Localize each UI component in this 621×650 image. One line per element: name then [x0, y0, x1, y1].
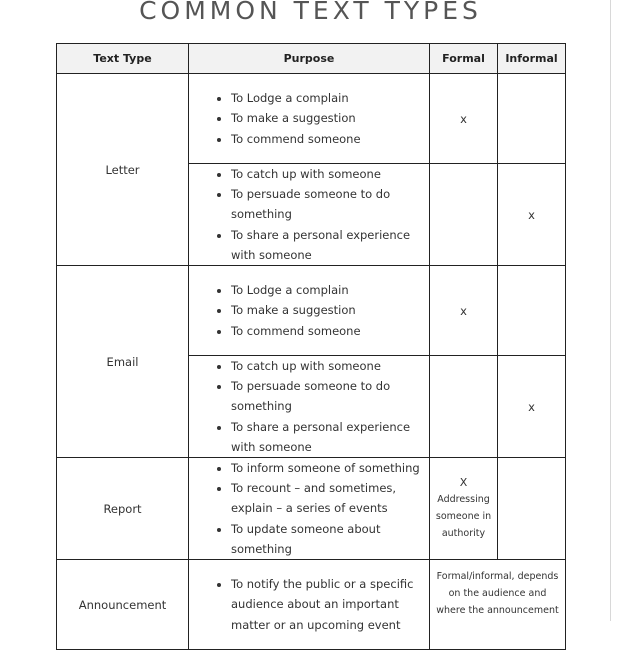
list-item: • To notify the public or a specific audience about an important matter or an upcoming event	[231, 574, 429, 635]
letter-informal-mark: x	[498, 164, 566, 266]
email-informal-empty-cell	[430, 356, 498, 458]
letter-formal-empty-cell	[498, 74, 566, 164]
header-formal: Formal	[430, 44, 498, 74]
email-informal-purpose-cell	[189, 356, 430, 458]
report-formal-note: Addressing someone in authority	[435, 494, 492, 540]
email-type-cell: Email	[57, 266, 189, 458]
page-edge-divider	[610, 0, 611, 621]
list-item: • To catch up with someone	[231, 164, 429, 184]
report-formal-mark: X	[459, 476, 468, 490]
header-text-type: Text Type	[57, 44, 189, 74]
letter-formal-purpose-cell	[189, 74, 430, 164]
list-item: • To commend someone	[231, 129, 429, 149]
list-item: • To make a suggestion	[231, 300, 429, 320]
email-informal-mark: x	[498, 356, 566, 458]
letter-formal-row	[57, 74, 566, 164]
list-item: • To Lodge a complain	[231, 280, 429, 300]
list-item: • To share a personal experience with someone	[231, 417, 429, 457]
letter-informal-empty-cell	[430, 164, 498, 266]
list-item: • To persuade someone to do something	[231, 376, 429, 416]
email-formal-mark: x	[430, 266, 498, 356]
header-row	[57, 44, 566, 74]
list-item: • To Lodge a complain	[231, 88, 429, 108]
announcement-row	[57, 560, 566, 650]
report-purpose-cell	[189, 458, 430, 560]
announcement-note-cell	[430, 560, 566, 650]
email-formal-row	[57, 266, 566, 356]
page-title: COMMON TEXT TYPES	[139, 0, 482, 25]
list-item: • To share a personal experience with someone	[231, 225, 429, 265]
list-item: • To make a suggestion	[231, 108, 429, 128]
email-formal-purpose-cell	[189, 266, 430, 356]
report-type-cell: Report	[57, 458, 189, 560]
email-formal-empty-cell	[498, 266, 566, 356]
report-informal-empty-cell	[498, 458, 566, 560]
report-formal-cell	[430, 458, 498, 560]
text-types-table	[56, 43, 566, 650]
announcement-note: Formal/informal, depends on the audience and where the announcement	[436, 571, 559, 617]
announcement-purpose-cell	[189, 560, 430, 650]
letter-informal-purpose-cell	[189, 164, 430, 266]
list-item: • To commend someone	[231, 321, 429, 341]
list-item: • To persuade someone to do something	[231, 184, 429, 224]
header-informal: Informal	[498, 44, 566, 74]
report-row	[57, 458, 566, 560]
header-purpose: Purpose	[189, 44, 430, 74]
list-item: • To inform someone of something	[231, 458, 429, 478]
list-item: • To recount – and sometimes, explain – a series of events	[231, 478, 429, 518]
list-item: • To catch up with someone	[231, 356, 429, 376]
letter-formal-mark: x	[430, 74, 498, 164]
list-item: • To update someone about something	[231, 519, 429, 559]
announcement-type-cell: Announcement	[57, 560, 189, 650]
letter-type-cell: Letter	[57, 74, 189, 266]
